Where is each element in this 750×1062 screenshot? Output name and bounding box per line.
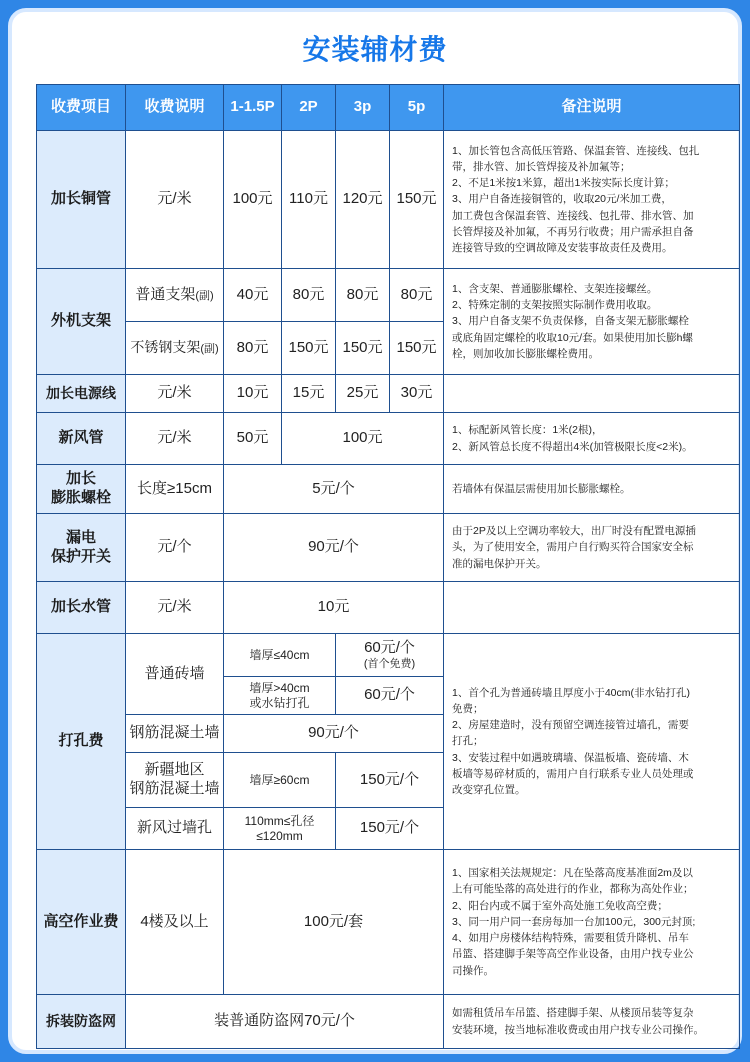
water-remark: [444, 582, 740, 634]
power-remark: [444, 375, 740, 413]
copper-unit: 元/米: [126, 131, 224, 269]
remark-line: 4、如用户房楼体结构特殊，需要租赁升降机、吊车: [452, 932, 689, 945]
bracket-normal-2p: 80元: [282, 269, 336, 322]
bolt-name: [37, 465, 126, 514]
water-unit: 元/米: [126, 582, 224, 634]
remark-line: 若墙体有保温层需使用加长膨胀螺栓。: [452, 482, 631, 495]
copper-remark: [444, 131, 740, 269]
bolt-name-line1: 加长: [65, 470, 96, 488]
header-item: 收费项目: [37, 85, 126, 131]
table-row-anti-theft: [37, 995, 740, 1049]
remark-line: 1、加长管包含高低压管路、保温套管、连接线、包扎: [452, 144, 700, 157]
bracket-normal-text: 普通支架: [135, 285, 196, 303]
remark-line: 司操作。: [452, 964, 494, 977]
header-remark: 备注说明: [444, 85, 740, 131]
fresh-air-price-other: 100元: [282, 413, 444, 465]
power-price-3p: 25元: [336, 375, 390, 413]
bracket-normal-5p: 80元: [390, 269, 444, 322]
remark-line: 1、首个孔为普通砖墙且厚度小于40cm(非水钻打孔): [452, 686, 691, 699]
water-price: 10元: [224, 582, 444, 634]
leak-name: [37, 514, 126, 582]
remark-line: 或底角固定螺栓的收取10元/套。如果使用加长膨h螺: [452, 331, 693, 344]
remark-line: 免费；: [452, 702, 484, 715]
bracket-normal-1p: 40元: [224, 269, 282, 322]
drill-fresh-hole-cond-line2: ≤120mm: [256, 828, 303, 843]
header-3p: 3p: [336, 85, 390, 131]
leak-name-line1: 漏电: [65, 528, 96, 546]
remark-line: 加工费包含保温套管、连接线、包扎带、排水管、加: [452, 209, 694, 222]
table-row-copper: [37, 131, 740, 269]
drill-brick-a-price-text: 60元/个: [364, 638, 415, 656]
drill-fresh-hole-cond: [224, 808, 336, 850]
remark-line: 2、特殊定制的支架按照实际制作费用收取。: [452, 299, 658, 312]
remark-line: 上有可能坠落的高处进行的作业，都称为高处作业；: [452, 883, 694, 896]
remark-line: 安装环境，按当地标准收费或由用户找专业公司操作。: [452, 1023, 704, 1036]
drill-fresh-hole-price: 150元/个: [336, 808, 444, 850]
remark-line: 改变穿孔位置。: [452, 784, 526, 797]
drill-brick-b-price: 60元/个: [336, 677, 444, 715]
price-table: [36, 84, 740, 1049]
bolt-name-line2: 膨胀螺栓: [50, 489, 111, 506]
copper-price-5p: 150元: [390, 131, 444, 269]
leak-unit: 元/个: [126, 514, 224, 582]
remark-line: 如需租赁吊车吊篮、搭建脚手架、从楼顶吊装等复杂: [452, 1007, 694, 1020]
table-row-bolt: [37, 465, 740, 514]
drill-brick-b-cond-line2: 或水钻打孔: [249, 695, 310, 710]
remark-line: 栓，则加收加长膨胀螺栓费用。: [452, 347, 599, 360]
remark-line: 2、阳台内或不属于室外高处施工免收高空费；: [452, 899, 668, 912]
bracket-steel-text: 不锈钢支架: [130, 339, 201, 356]
remark-line: 长管焊接及补加氟，不再另行收费；用户需承担自备: [452, 225, 694, 238]
copper-price-1p: 100元: [224, 131, 282, 269]
high-price: 100元/套: [224, 850, 444, 995]
drill-concrete-label: 钢筋混凝土墙: [126, 715, 224, 753]
drill-xinjiang-line1: 新疆地区: [144, 761, 205, 779]
table-row-water: [37, 582, 740, 634]
leak-price: 90元/个: [224, 514, 444, 582]
remark-line: 1、国家相关法规规定：凡在坠落高度基准面2m及以: [452, 867, 693, 880]
remark-line: 准的漏电保护开关。: [452, 557, 547, 570]
header-desc: 收费说明: [126, 85, 224, 131]
water-name: 加长水管: [37, 582, 126, 634]
table-row-high: [37, 850, 740, 995]
table-row-leak: [37, 514, 740, 582]
copper-name: 加长铜管: [37, 131, 126, 269]
remark-line: 2、新风管总长度不得超出4米(加管极限长度<2米)。: [452, 440, 693, 453]
bracket-steel-suffix: (副): [200, 343, 219, 356]
fresh-air-price-1p: 50元: [224, 413, 282, 465]
remark-line: 头，为了使用安全，需用户自行购买符合国家安全标: [452, 541, 694, 554]
bracket-steel-label: [126, 322, 224, 375]
power-price-5p: 30元: [390, 375, 444, 413]
drill-remark: [444, 634, 740, 850]
bracket-steel-1p: 80元: [224, 322, 282, 375]
leak-name-line2: 保护开关: [50, 547, 111, 565]
header-5p: 5p: [390, 85, 444, 131]
power-unit: 元/米: [126, 375, 224, 413]
bracket-normal-label: [126, 269, 224, 322]
copper-price-2p: 110元: [282, 131, 336, 269]
table-row-drill-brick-a: [37, 634, 740, 677]
remark-line: 2、房屋建造时，没有预留空调连接管过墙孔，需要: [452, 719, 689, 732]
power-price-1p: 10元: [224, 375, 282, 413]
header-1p: 1-1.5P: [224, 85, 282, 131]
high-unit: 4楼及以上: [126, 850, 224, 995]
drill-brick-label: 普通砖墙: [126, 634, 224, 715]
remark-line: 吊篮、搭建脚手架等高空作业设备，由用户找专业公: [452, 948, 694, 961]
bolt-unit: 长度≥15cm: [126, 465, 224, 514]
drill-xinjiang-label: [126, 753, 224, 808]
remark-line: 3、用户自备支架不负责保修，自备支架无膨胀螺栓: [452, 315, 689, 328]
bracket-steel-2p: 150元: [282, 322, 336, 375]
drill-xinjiang-cond: 墙厚≥60cm: [224, 753, 336, 808]
fresh-air-name: 新风管: [37, 413, 126, 465]
remark-line: 3、安装过程中如遇玻璃墙、保温板墙、瓷砖墙、木: [452, 751, 689, 764]
drill-brick-b-cond: [224, 677, 336, 715]
drill-concrete-price: 90元/个: [224, 715, 444, 753]
bracket-normal-3p: 80元: [336, 269, 390, 322]
bracket-steel-5p: 150元: [390, 322, 444, 375]
drill-fresh-hole-cond-line1: 110mm≤孔径: [244, 814, 315, 829]
page-title: 安装辅材费: [302, 34, 448, 65]
price-card: [8, 8, 742, 1054]
drill-name: 打孔费: [37, 634, 126, 850]
power-name: 加长电源线: [37, 375, 126, 413]
remark-line: 1、标配新风管长度：1米(2根)，: [452, 424, 603, 437]
copper-price-3p: 120元: [336, 131, 390, 269]
remark-line: 3、同一用户同一套房每加一台加100元，300元封顶;: [452, 915, 696, 928]
fresh-air-remark: [444, 413, 740, 465]
table-row-bracket-normal: [37, 269, 740, 322]
leak-remark: [444, 514, 740, 582]
remark-line: 3、用户自备连接铜管的，收取20元/米加工费，: [452, 193, 672, 206]
drill-brick-a-cond: 墙厚≤40cm: [224, 634, 336, 677]
remark-line: 由于2P及以上空调功率较大，出厂时没有配置电源插: [452, 525, 696, 538]
remark-line: 1、含支架、普通膨胀螺栓、支架连接螺丝。: [452, 282, 658, 295]
drill-xinjiang-line2: 钢筋混凝土墙: [129, 780, 220, 797]
remark-line: 2、不足1米按1米算，超出1米按实际长度计算；: [452, 177, 675, 190]
drill-fresh-hole-label: 新风过墙孔: [126, 808, 224, 850]
anti-theft-name: 拆装防盗网: [37, 995, 126, 1049]
drill-brick-a-price: [336, 634, 444, 677]
bracket-remark: [444, 269, 740, 375]
remark-line: 连接管导致的空调故障及安装事故责任及费用。: [452, 242, 673, 255]
remark-line: 打孔；: [452, 735, 484, 748]
remark-line: 带，排水管、加长管焊接及补加氟等；: [452, 160, 631, 173]
high-remark: [444, 850, 740, 995]
header-row: [37, 85, 740, 131]
table-row-fresh-air: [37, 413, 740, 465]
remark-line: 板墙等易碎材质的，需用户自行联系专业人员处理或: [452, 767, 694, 780]
header-2p: 2P: [282, 85, 336, 131]
bolt-price: 5元/个: [224, 465, 444, 514]
bracket-name: 外机支架: [37, 269, 126, 375]
bracket-steel-3p: 150元: [336, 322, 390, 375]
high-name: 高空作业费: [37, 850, 126, 995]
fresh-air-unit: 元/米: [126, 413, 224, 465]
anti-theft-desc: 装普通防盗网70元/个: [126, 995, 444, 1049]
power-price-2p: 15元: [282, 375, 336, 413]
bracket-normal-suffix: (副): [195, 289, 214, 302]
drill-xinjiang-price: 150元/个: [336, 753, 444, 808]
table-row-power: [37, 375, 740, 413]
anti-theft-remark: [444, 995, 740, 1049]
drill-brick-b-cond-line1: 墙厚>40cm: [249, 681, 310, 696]
bolt-remark: [444, 465, 740, 514]
drill-brick-a-note: (首个免费): [363, 657, 416, 670]
